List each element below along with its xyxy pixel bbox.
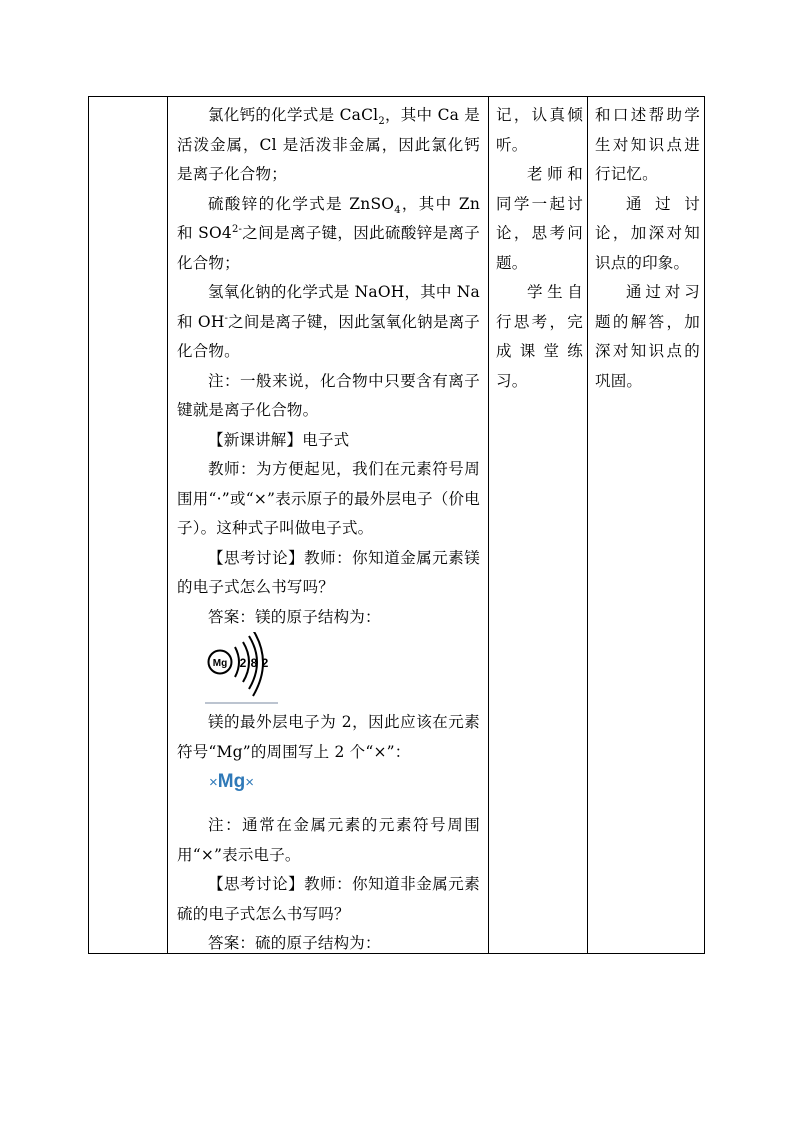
mg-atom-structure-svg — [177, 632, 477, 708]
design-intent-cell — [588, 97, 706, 953]
mg-nucleus-label: Mg — [212, 658, 228, 669]
answer-s-structure: 答案：硫的原子结构为： — [208, 934, 381, 952]
student-activity-cell — [489, 97, 587, 953]
discussion-question-s: 【思考讨论】教师：你知道非金属元素硫的电子式怎么书写吗？ — [177, 875, 480, 923]
answer-mg-structure: 答案：镁的原子结构为： — [208, 607, 381, 626]
teacher-explanation: 教师：为方便起见，我们在元素符号周围用“·”或“×”表示原子的最外层电子（价电子）。这种式子叫做电子式。 — [177, 460, 480, 537]
student-activity-2: 老师和同学一起讨论，思考问题。 — [496, 165, 583, 272]
electron-shell-arc — [235, 647, 239, 677]
mg-atom-structure-diagram — [177, 632, 480, 708]
paragraph-naoh: 氢氧化钠的化学式是 NaOH，其中 Na 和 OH-之间是离子键，因此氢氧化钠是离子化合物。 — [177, 283, 481, 360]
mg-outer-electron-text: 镁的最外层电子为 2，因此应该在元素符号“Mg”的周围写上 2 个“×”： — [177, 713, 480, 761]
electron-cross-right: × — [245, 774, 254, 791]
stage-cell — [89, 97, 167, 953]
design-intent-3: 通过对习题的解答，加深对知识点的巩固。 — [595, 283, 700, 390]
teaching-content-cell — [168, 97, 488, 953]
electron-cross-left: × — [209, 774, 218, 791]
note-metal-electrons: 注：通常在金属元素的元素符号周围用“×”表示电子。 — [177, 816, 480, 864]
student-activity-1: 记，认真倾听。 — [496, 106, 583, 154]
shell-electron-count: 2 — [261, 656, 269, 670]
note-ionic-compound: 注：一般来说，化合物中只要含有离子键就是离子化合物。 — [177, 371, 480, 419]
paragraph-cacl2: 氯化钙的化学式是 CaCl$_2$，其中 Ca 是活泼金属，Cl 是活泼非金属，因此氯化钙是离子化合物； — [177, 106, 480, 183]
mg-electron-formula — [177, 767, 480, 811]
section-heading-electron-formula: 【新课讲解】电子式 — [208, 430, 350, 449]
student-activity-3: 学生自行思考，完成课堂练习。 — [496, 283, 583, 390]
design-intent-2: 通过讨论，加深对知识点的印象。 — [595, 194, 700, 272]
shell-electron-count: 2 — [239, 656, 247, 670]
shell-electron-count: 8 — [250, 656, 258, 670]
design-intent-1: 和口述帮助学生对知识点进行记忆。 — [595, 106, 700, 183]
mg-symbol: Mg — [217, 771, 246, 792]
paragraph-znso4: 硫酸锌的化学式是 ZnSO$_4$，其中 Zn 和 $SO4^{2-}$之间是离子键，因此硫酸锌是离子化合物； — [177, 194, 481, 272]
lesson-table — [88, 96, 705, 954]
discussion-question-mg: 【思考讨论】教师：你知道金属元素镁的电子式怎么书写吗？ — [177, 548, 480, 596]
